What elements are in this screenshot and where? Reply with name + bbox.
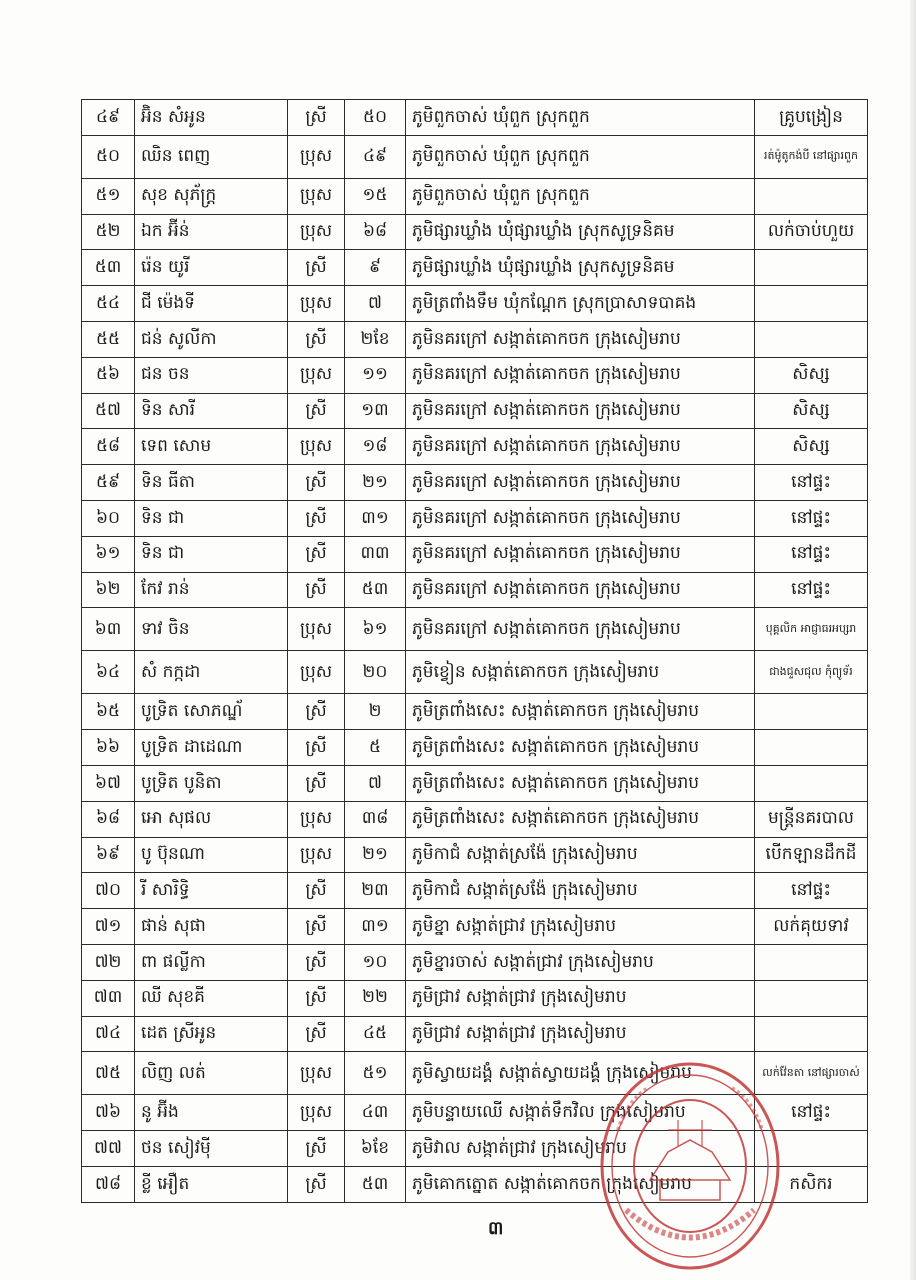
table-row [82, 536, 868, 572]
person-address: ភូមិនគរក្រៅ សង្កាត់គោកចក ក្រុងសៀមរាប [406, 536, 755, 572]
person-name: សំ កក្កដា [135, 651, 288, 694]
table-row [82, 1052, 868, 1095]
person-sex: ស្រី [288, 1131, 345, 1167]
person-occupation: បើកឡានដឹកដី [755, 837, 868, 873]
person-sex: ស្រី [288, 944, 345, 980]
row-number: ៧១ [82, 909, 135, 945]
row-number: ៧៧ [82, 1131, 135, 1167]
table-row [82, 100, 868, 136]
person-address: ភូមិជ្រាវ សង្កាត់ជ្រាវ ក្រុងសៀមរាប [406, 980, 755, 1016]
table-row [82, 250, 868, 286]
person-name: ដេត ស្រីអូន [135, 1016, 288, 1052]
person-name: ថន សៀវម៉ី [135, 1131, 288, 1167]
person-age: ៥០ [345, 100, 406, 136]
table-row [82, 730, 868, 766]
person-age: ២១ [345, 465, 406, 501]
table-row [82, 694, 868, 730]
person-sex: ស្រី [288, 536, 345, 572]
person-name: លិញ លត់ [135, 1052, 288, 1095]
row-number: ៥៧ [82, 393, 135, 429]
person-sex: ស្រី [288, 909, 345, 945]
row-number: ៦៥ [82, 694, 135, 730]
person-name: រ៉េន យូរី [135, 250, 288, 286]
table-row [82, 1166, 868, 1202]
person-age: ៥១ [345, 1052, 406, 1095]
person-sex: ស្រី [288, 465, 345, 501]
table-row [82, 608, 868, 651]
row-number: ៦៦ [82, 730, 135, 766]
table-row [82, 393, 868, 429]
person-address: ភូមិវាល សង្កាត់ជ្រាវ ក្រុងសៀមរាប [406, 1131, 755, 1167]
table-row [82, 214, 868, 250]
person-age: ២ខែ [345, 321, 406, 357]
person-address: ភូមិត្រពាំងសេះ សង្កាត់គោកចក ក្រុងសៀមរាប [406, 730, 755, 766]
person-age: ៣១ [345, 909, 406, 945]
person-address: ភូមិខ្វៀន សង្កាត់គោកចក ក្រុងសៀមរាប [406, 651, 755, 694]
person-address: ភូមិស្វាយដង្គំ សង្កាត់ស្វាយដង្គំ ក្រុងសៀមរាប [406, 1052, 755, 1095]
person-name: ឈី សុខគី [135, 980, 288, 1016]
table-row [82, 357, 868, 393]
person-address: ភូមិគោកត្នោត សង្កាត់គោកចក ក្រុងសៀមរាប [406, 1166, 755, 1202]
person-address: ភូមិពួកចាស់ ឃុំពួក ស្រុកពួក [406, 178, 755, 214]
person-address: ភូមិកាជំ សង្កាត់ស្រង៉ែ ក្រុងសៀមរាប [406, 837, 755, 873]
row-number: ៧៦ [82, 1095, 135, 1131]
person-address: ភូមិជ្រាវ សង្កាត់ជ្រាវ ក្រុងសៀមរាប [406, 1016, 755, 1052]
person-age: ២១ [345, 837, 406, 873]
person-age: ១០ [345, 944, 406, 980]
person-sex: ប្រុស [288, 1095, 345, 1131]
person-address: ភូមិនគរក្រៅ សង្កាត់គោកចក ក្រុងសៀមរាប [406, 608, 755, 651]
row-number: ៥៩ [82, 465, 135, 501]
table-row [82, 1016, 868, 1052]
table-row [82, 1131, 868, 1167]
person-age: ៧ [345, 765, 406, 801]
table-row [82, 909, 868, 945]
person-age: ៤៥ [345, 1016, 406, 1052]
person-sex: ស្រី [288, 980, 345, 1016]
person-name: សុខ សុភ័ក្ត្រ [135, 178, 288, 214]
person-sex: ស្រី [288, 321, 345, 357]
person-name: អោ សុផល [135, 801, 288, 837]
person-age: ១១ [345, 357, 406, 393]
row-number: ៥៥ [82, 321, 135, 357]
person-name: រី សារិទ្ធិ [135, 873, 288, 909]
person-name: បូទ្រិត សោភណ្ឌ័ [135, 694, 288, 730]
table-row [82, 873, 868, 909]
person-address: ភូមិផ្សារឃ្លាំង ឃុំផ្សារឃ្លាំង ស្រុកសូទ្រនិគម [406, 250, 755, 286]
row-number: ៦១ [82, 536, 135, 572]
person-occupation: គ្រូបង្រៀន [755, 100, 868, 136]
person-address: ភូមិនគរក្រៅ សង្កាត់គោកចក ក្រុងសៀមរាប [406, 572, 755, 608]
person-name: បូ ប៊ុនណា [135, 837, 288, 873]
row-number: ៧៤ [82, 1016, 135, 1052]
person-name: កែវ រាន់ [135, 572, 288, 608]
person-occupation [755, 321, 868, 357]
row-number: ៦២ [82, 572, 135, 608]
table-row [82, 1095, 868, 1131]
roster-body [82, 100, 868, 1203]
person-address: ភូមិត្រពាំងសេះ សង្កាត់គោកចក ក្រុងសៀមរាប [406, 694, 755, 730]
person-name: អ៊ិន សំអូន [135, 100, 288, 136]
person-address: ភូមិត្រពាំងសេះ សង្កាត់គោកចក ក្រុងសៀមរាប [406, 801, 755, 837]
person-address: ភូមិផ្សារឃ្លាំង ឃុំផ្សារឃ្លាំង ស្រុកសូទ្រនិគម [406, 214, 755, 250]
person-sex: ប្រុស [288, 429, 345, 465]
person-name: ទិន ជា [135, 500, 288, 536]
person-occupation: បុគ្គលិក អាជ្ញាធរអប្សរា [755, 608, 868, 651]
person-sex: ស្រី [288, 393, 345, 429]
person-age: ៣៣ [345, 536, 406, 572]
person-sex: ប្រុស [288, 178, 345, 214]
person-occupation: សិស្ស [755, 429, 868, 465]
row-number: ៦៩ [82, 837, 135, 873]
table-row [82, 980, 868, 1016]
row-number: ៥៤ [82, 286, 135, 322]
person-name: ជន់ សូលីកា [135, 321, 288, 357]
person-sex: ប្រុស [288, 608, 345, 651]
person-name: បូទ្រិត បូនិតា [135, 765, 288, 801]
person-sex: ស្រី [288, 250, 345, 286]
person-age: ១៥ [345, 178, 406, 214]
table-row [82, 321, 868, 357]
person-name: ទាវ ចិន [135, 608, 288, 651]
person-occupation [755, 1016, 868, 1052]
person-occupation [755, 286, 868, 322]
person-name: ទេព សោម [135, 429, 288, 465]
person-sex: ស្រី [288, 572, 345, 608]
person-name: ទិន ជា [135, 536, 288, 572]
table-row [82, 837, 868, 873]
row-number: ៦៣ [82, 608, 135, 651]
table-row [82, 944, 868, 980]
person-age: ៦៨ [345, 214, 406, 250]
person-occupation: សិស្ស [755, 357, 868, 393]
row-number: ៧០ [82, 873, 135, 909]
person-name: ពា ផល្លីកា [135, 944, 288, 980]
row-number: ៧៨ [82, 1166, 135, 1202]
person-sex: ស្រី [288, 1016, 345, 1052]
person-occupation [755, 980, 868, 1016]
person-name: នូ អ៊ីង [135, 1095, 288, 1131]
person-occupation: សិស្ស [755, 393, 868, 429]
person-name: ជី ម៉េងទី [135, 286, 288, 322]
person-address: ភូមិនគរក្រៅ សង្កាត់គោកចក ក្រុងសៀមរាប [406, 393, 755, 429]
person-sex: ស្រី [288, 765, 345, 801]
person-name: ឈិន ពេញ [135, 135, 288, 178]
row-number: ៥៨ [82, 429, 135, 465]
person-occupation [755, 765, 868, 801]
person-address: ភូមិនគរក្រៅ សង្កាត់គោកចក ក្រុងសៀមរាប [406, 357, 755, 393]
row-number: ៥២ [82, 214, 135, 250]
table-row [82, 801, 868, 837]
person-occupation [755, 250, 868, 286]
person-age: ១៣ [345, 393, 406, 429]
page-edge-shadow [910, 0, 916, 1280]
person-name: ខ្លី អឿត [135, 1166, 288, 1202]
person-age: ៧ [345, 286, 406, 322]
person-name: បូទ្រិត ដាដេណា [135, 730, 288, 766]
person-age: ៦ខែ [345, 1131, 406, 1167]
person-address: ភូមិពួកចាស់ ឃុំពួក ស្រុកពួក [406, 100, 755, 136]
person-age: ១៨ [345, 429, 406, 465]
person-name: ផាន់ សុផា [135, 909, 288, 945]
person-occupation [755, 178, 868, 214]
person-occupation: នៅផ្ទះ [755, 536, 868, 572]
person-address: ភូមិពួកចាស់ ឃុំពួក ស្រុកពួក [406, 135, 755, 178]
person-sex: ស្រី [288, 100, 345, 136]
person-age: ៥៣ [345, 572, 406, 608]
row-number: ៥០ [82, 135, 135, 178]
person-occupation [755, 694, 868, 730]
person-sex: ប្រុស [288, 357, 345, 393]
person-sex: ប្រុស [288, 1052, 345, 1095]
person-sex: ស្រី [288, 694, 345, 730]
table-row [82, 500, 868, 536]
person-occupation: លក់គុយទាវ [755, 909, 868, 945]
person-name: ឯក អ៊ីន់ [135, 214, 288, 250]
person-sex: ប្រុស [288, 651, 345, 694]
person-age: ២ [345, 694, 406, 730]
person-name: ជន ចន [135, 357, 288, 393]
person-address: ភូមិកាជំ សង្កាត់ស្រង៉ែ ក្រុងសៀមរាប [406, 873, 755, 909]
person-age: ២៣ [345, 873, 406, 909]
person-sex: ស្រី [288, 500, 345, 536]
person-age: ២២ [345, 980, 406, 1016]
person-occupation: ជាងជួសជុល កុំព្យូទ័រ [755, 651, 868, 694]
table-row [82, 765, 868, 801]
row-number: ៦៤ [82, 651, 135, 694]
table-row [82, 429, 868, 465]
row-number: ៦៧ [82, 765, 135, 801]
person-address: ភូមិត្រពាំងទឹម ឃុំកណ្តែក ស្រុកប្រាសាទបាគង [406, 286, 755, 322]
row-number: ៥១ [82, 178, 135, 214]
person-occupation [755, 944, 868, 980]
person-age: ៥ [345, 730, 406, 766]
person-occupation: នៅផ្ទះ [755, 873, 868, 909]
row-number: ៧៥ [82, 1052, 135, 1095]
person-sex: ប្រុស [288, 286, 345, 322]
person-address: ភូមិនគរក្រៅ សង្កាត់គោកចក ក្រុងសៀមរាប [406, 500, 755, 536]
person-name: ទិន សារី [135, 393, 288, 429]
person-sex: ស្រី [288, 873, 345, 909]
row-number: ៤៩ [82, 100, 135, 136]
table-row [82, 178, 868, 214]
row-number: ៥៦ [82, 357, 135, 393]
person-address: ភូមិនគរក្រៅ សង្កាត់គោកចក ក្រុងសៀមរាប [406, 321, 755, 357]
table-row [82, 651, 868, 694]
person-occupation [755, 730, 868, 766]
row-number: ៦០ [82, 500, 135, 536]
person-address: ភូមិត្រពាំងសេះ សង្កាត់គោកចក ក្រុងសៀមរាប [406, 765, 755, 801]
person-sex: ប្រុស [288, 135, 345, 178]
person-occupation: លក់ចាប់ហួយ [755, 214, 868, 250]
person-address: ភូមិបន្ទាយឈើ សង្កាត់ទឹកវិល ក្រុងសៀមរាប [406, 1095, 755, 1131]
table-row [82, 572, 868, 608]
table-row [82, 286, 868, 322]
row-number: ៧៣ [82, 980, 135, 1016]
person-address: ភូមិខ្នា សង្កាត់ជ្រាវ ក្រុងសៀមរាប [406, 909, 755, 945]
person-age: ៤៣ [345, 1095, 406, 1131]
person-occupation [755, 1131, 868, 1167]
person-sex: ប្រុស [288, 801, 345, 837]
person-age: ៦១ [345, 608, 406, 651]
person-sex: ស្រី [288, 1166, 345, 1202]
row-number: ៥៣ [82, 250, 135, 286]
person-occupation: នៅផ្ទះ [755, 500, 868, 536]
person-occupation: នៅផ្ទះ [755, 572, 868, 608]
person-occupation: រត់ម៉ូតូកង់បី នៅផ្សារពួក [755, 135, 868, 178]
person-address: ភូមិនគរក្រៅ សង្កាត់គោកចក ក្រុងសៀមរាប [406, 465, 755, 501]
person-age: ៩ [345, 250, 406, 286]
row-number: ៦៨ [82, 801, 135, 837]
roster-table [81, 99, 868, 1203]
table-row [82, 135, 868, 178]
person-age: ៥៣ [345, 1166, 406, 1202]
person-occupation: នៅផ្ទះ [755, 465, 868, 501]
person-occupation: នៅផ្ទះ [755, 1095, 868, 1131]
table-row [82, 465, 868, 501]
person-sex: ប្រុស [288, 214, 345, 250]
person-occupation: លក់វ៉ែនតា នៅផ្សារចាស់ [755, 1052, 868, 1095]
person-occupation: កសិករ [755, 1166, 868, 1202]
person-age: ៣៨ [345, 801, 406, 837]
page-number: ៣ [488, 1218, 504, 1239]
person-age: ២០ [345, 651, 406, 694]
person-sex: ស្រី [288, 730, 345, 766]
person-address: ភូមិខ្នារចាស់ សង្កាត់ជ្រាវ ក្រុងសៀមរាប [406, 944, 755, 980]
person-sex: ប្រុស [288, 837, 345, 873]
person-occupation: មន្ត្រីនគរបាល [755, 801, 868, 837]
person-address: ភូមិនគរក្រៅ សង្កាត់គោកចក ក្រុងសៀមរាប [406, 429, 755, 465]
person-age: ៤៩ [345, 135, 406, 178]
person-name: ទិន ធីតា [135, 465, 288, 501]
row-number: ៧២ [82, 944, 135, 980]
person-age: ៣១ [345, 500, 406, 536]
